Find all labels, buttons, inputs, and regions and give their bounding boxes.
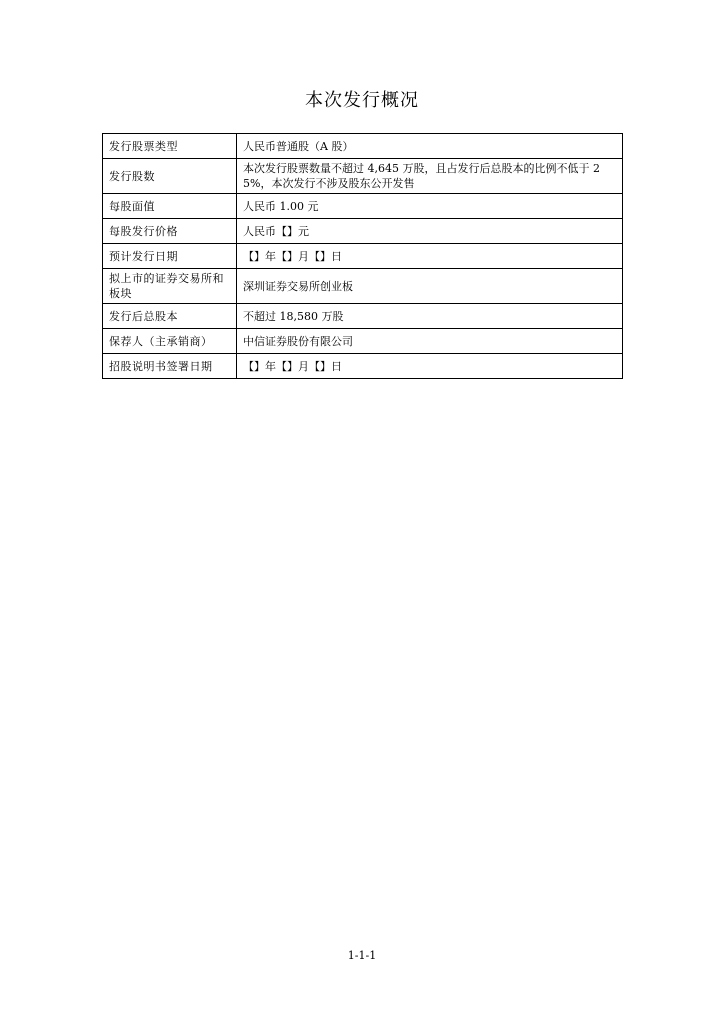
row-value: 人民币普通股（A 股）	[237, 134, 623, 159]
row-label: 每股发行价格	[103, 219, 237, 244]
row-label: 预计发行日期	[103, 244, 237, 269]
row-label: 发行股票类型	[103, 134, 237, 159]
row-value: 深圳证券交易所创业板	[237, 269, 623, 304]
row-label: 招股说明书签署日期	[103, 354, 237, 379]
page-number: 1-1-1	[347, 949, 377, 962]
row-value: 【】年【】月【】日	[237, 354, 623, 379]
page-title: 本次发行概况	[305, 90, 419, 111]
table-row-share-type	[103, 134, 623, 159]
table-row-par-value	[103, 194, 623, 219]
row-value: 【】年【】月【】日	[237, 244, 623, 269]
row-value: 人民币 1.00 元	[237, 194, 623, 219]
table-row-total-shares	[103, 304, 623, 329]
row-label: 发行后总股本	[103, 304, 237, 329]
row-label: 每股面值	[103, 194, 237, 219]
issuance-overview-table	[102, 133, 623, 379]
table-row-issue-price	[103, 219, 623, 244]
table-row-sponsor	[103, 329, 623, 354]
row-value: 不超过 18,580 万股	[237, 304, 623, 329]
row-value: 本次发行股票数量不超过 4,645 万股，且占发行后总股本的比例不低于 25%，本次发行不涉及股东公开发售	[237, 159, 623, 194]
row-label: 拟上市的证券交易所和板块	[103, 269, 237, 304]
table-row-issue-date	[103, 244, 623, 269]
row-value: 中信证券股份有限公司	[237, 329, 623, 354]
table-row-exchange-board	[103, 269, 623, 304]
row-value: 人民币【】元	[237, 219, 623, 244]
row-label: 发行股数	[103, 159, 237, 194]
table-row-share-count	[103, 159, 623, 194]
row-label: 保荐人（主承销商）	[103, 329, 237, 354]
table-row-prospectus-date	[103, 354, 623, 379]
